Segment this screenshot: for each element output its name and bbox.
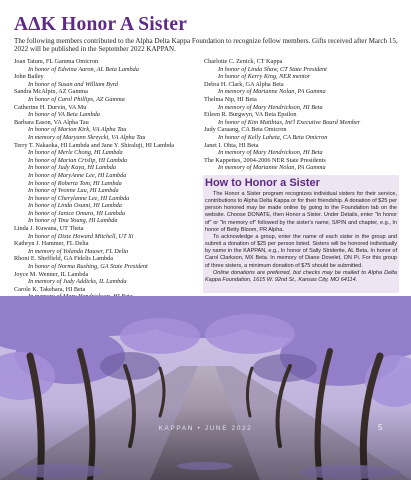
honoree-line: In memory of Marianne Nolan, PA Gamma	[218, 88, 326, 96]
donor-name: Catherine H. Durvin, VA Mu	[14, 103, 87, 111]
honoree-line: In honor of Yvonne Lau, HI Lambda	[28, 187, 119, 195]
honoree-line: In honor of Tina Young, HI Lambda	[28, 217, 118, 225]
honoree-line: In honor of Norma Rushing, GA State President	[28, 263, 148, 271]
box-title: How to Honor a Sister	[205, 177, 320, 189]
honoree-line: In honor of Linda Shaw, CT State President	[218, 65, 327, 73]
donor-name: Terry T. Nakaoka, HI Lambda and Jane Y. Shiraluji, HI Lambda	[14, 141, 175, 149]
honoree-line: In honor of Kelly Laheta, CA Beta Omicron	[218, 133, 328, 141]
honoree-line: In honor of Dixie Howard Mitchell, UT Xi	[28, 232, 134, 240]
honoree-line: In honor of Edwina Aaron, AL Beta Lambda	[28, 65, 139, 73]
box-paragraph: To acknowledge a group, enter the name of each sister in the group and submit a donation of $25 per person listed. Sisters will be honored individually by name in the KAPPAN, e.g., In honor of Sally Striderite, AL Beta. In honor of Carol Clarkson, MX Beta. In memory of Diane Dovelet, ON Pi. For this group of three sisters, a minimum donation of $75 should be submitted.	[205, 233, 397, 269]
donor-name: Barbara Eason, VA Alpha Tau	[14, 118, 89, 126]
donor-name: Carole K. Takehara, HI Beta	[14, 285, 86, 293]
intro-text: The following members contributed to the Alpha Delta Kappa Foundation to recognize fellow members. Gifts received after March 15, 2022 will be published in the September 2022 KAPPAN.	[14, 37, 398, 54]
honoree-line: In honor of Carol Phillips, AZ Gamma	[28, 95, 125, 103]
honoree-line: In honor of Kerry King, NER mentor	[218, 73, 311, 81]
honoree-line: In honor of Judy Kaya, HI Lambda	[28, 164, 117, 172]
donor-name: Debra H. Clark, GA Alpha Beta	[204, 80, 284, 88]
donor-name: Linda J. Kuwana, UT Theta	[14, 225, 84, 233]
honoree-line: In honor of MaryAnne Lee, HI Lambda	[28, 171, 127, 179]
publication-footer: KAPPAN • JUNE 2022	[158, 425, 253, 432]
donor-name: John Bailey	[14, 73, 44, 81]
donor-name: Janet I. Ohta, HI Beta	[204, 141, 259, 149]
honoree-line: In honor of Janice Omura, HI Lambda	[28, 209, 126, 217]
donor-name: Joan Tatum, FL Gamma Omicron	[14, 58, 99, 65]
honor-list-left	[14, 58, 212, 331]
box-body	[205, 191, 397, 284]
donor-name: Rhoni E. Sheffield, GA Fidelis Lambda	[14, 255, 114, 263]
page-number: 5	[378, 423, 383, 432]
honoree-line: In honor of Susan and William Byrd	[28, 80, 119, 88]
honoree-line: In honor of Cherylanne Lee, HI Lambda	[28, 194, 130, 202]
donor-name: Charlotte C. Zenick, CT Kappa	[204, 58, 283, 65]
donor-name: Judy Caraang, CA Beta Omicron	[204, 126, 287, 134]
honoree-line: In memory of Judy Addicks, IL Lambda	[28, 278, 127, 286]
honoree-line: In memory of Mary Hendrickson, HI Beta	[218, 149, 323, 157]
honoree-line: In honor of Marian Crislip, HI Lambda	[28, 156, 128, 164]
honoree-line: In honor of Marion Kirk, VA Alpha Tau	[28, 126, 127, 134]
donor-name: Thelma Nip, HI Beta	[204, 95, 257, 103]
honoree-line: In memory of Marianne Nolan, PA Gamma	[218, 164, 326, 172]
donor-name: Eileen R. Burgwyn, VA Beta Epsilon	[204, 111, 297, 119]
donor-name: Sandra McAlpin, AZ Gamma	[14, 88, 88, 96]
donor-name: The Kappettes, 2004-2006 NER State Presidents	[204, 156, 326, 164]
page-title: AΔK Honor A Sister	[14, 14, 188, 35]
donor-name: Kathryn J. Hammer, FL Delta	[14, 240, 89, 248]
box-paragraph: The Honor a Sister program recognizes individual sisters for their service, contributions to Alpha Delta Kappa or for their friendship. A donation of $25 per person honored may be made online by going to the Foundation tab on the website. Choose DONATE, then Honor a Sister. Under Details, enter "In honor of" or "In memory of" followed by the sister's name, S/P/N and chapter, e.g., In honor of Betty Bloom, PR Alpha.	[205, 191, 397, 233]
box-paragraph-note: Online donations are preferred, but checks may be mailed to Alpha Delta Kappa Foundation, 1615 W. 92nd St., Kansas City, MO 64114.	[205, 269, 397, 283]
honoree-line: In honor of Roberta Tom, HI Lambda	[28, 179, 122, 187]
jacaranda-street-photo	[0, 296, 411, 480]
honoree-line: In memory of Yolanda Hauser, FL Delta	[28, 247, 129, 255]
honor-list-right	[204, 58, 400, 172]
honoree-line: In honor of Kim Matthias, Int'l Executive Board Member	[218, 118, 361, 126]
donor-name: Joyce M. Wenner, IL Lambda	[14, 270, 89, 278]
honoree-line: In memory of Maryann Skrzycki, VA Alpha Tau	[28, 133, 146, 141]
honoree-line: In memory of Mary Hendrickson, HI Beta	[218, 103, 323, 111]
honoree-line: In honor of VA Beta Lambda	[28, 111, 100, 119]
honoree-line: In honor of Merle Chong, HI Lambda	[28, 149, 123, 157]
honoree-line: In honor of Linda Osumi, HI Lambda	[28, 202, 122, 210]
